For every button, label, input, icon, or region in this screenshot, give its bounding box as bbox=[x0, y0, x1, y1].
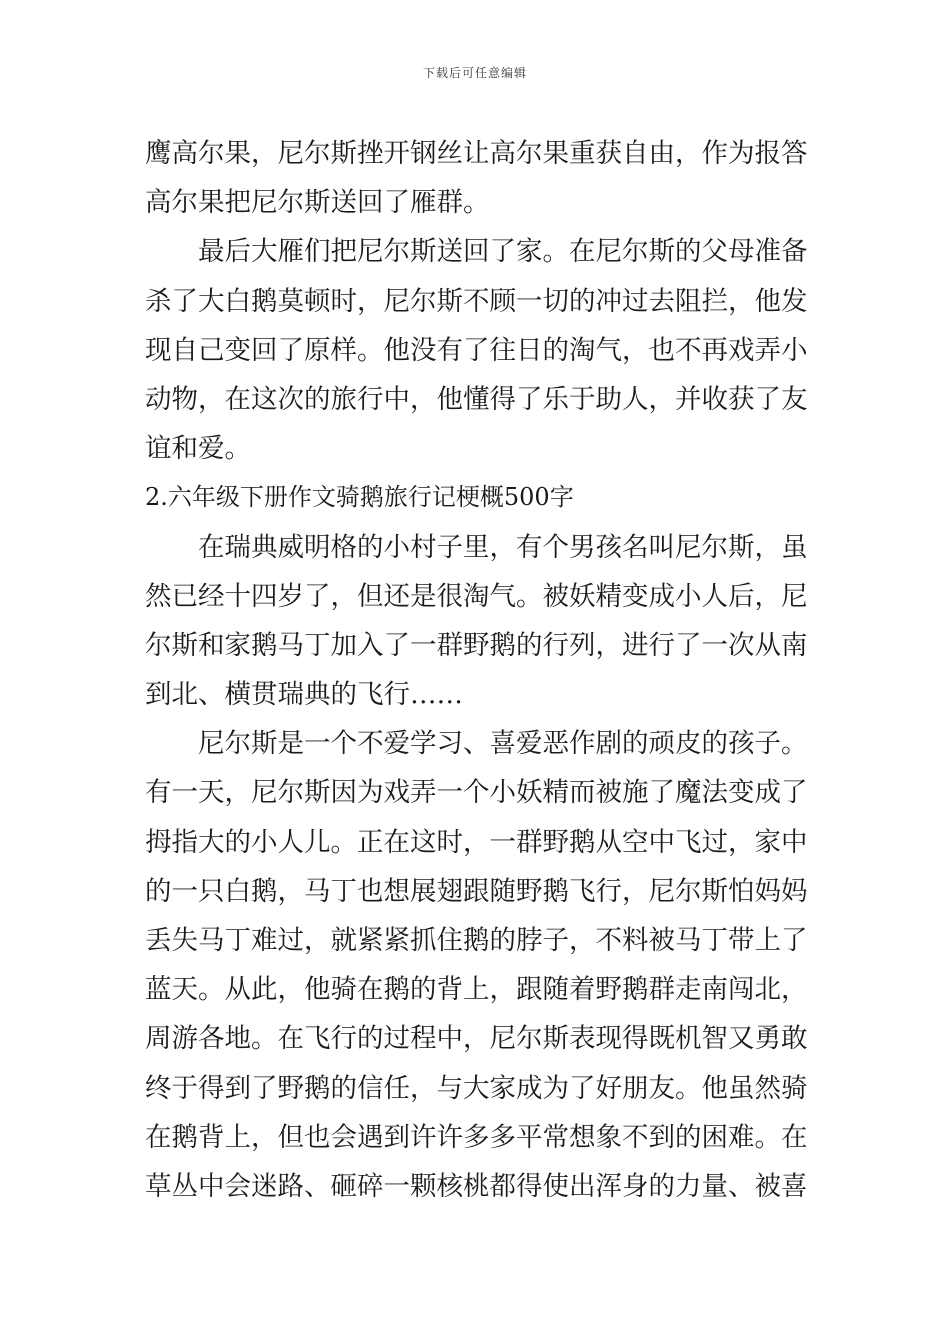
section-heading: 2.六年级下册作文骑鹅旅行记梗概500字 bbox=[145, 483, 574, 512]
text-line: 最后大雁们把尼尔斯送回了家。在尼尔斯的父母准备 bbox=[198, 236, 808, 268]
text-line: 高尔果把尼尔斯送回了雁群。 bbox=[145, 187, 490, 219]
text-line: 然已经十四岁了，但还是很淘气。被妖精变成小人后，尼 bbox=[145, 580, 808, 612]
text-line: 在瑞典威明格的小村子里，有个男孩名叫尼尔斯，虽 bbox=[198, 531, 808, 563]
text-line: 在鹅背上，但也会遇到许许多多平常想象不到的困难。在 bbox=[145, 1121, 808, 1153]
text-line: 周游各地。在飞行的过程中，尼尔斯表现得既机智又勇敢 bbox=[145, 1023, 808, 1055]
text-line: 有一天，尼尔斯因为戏弄一个小妖精而被施了魔法变成了 bbox=[145, 777, 808, 809]
text-line: 杀了大白鹅莫顿时，尼尔斯不顾一切的冲过去阻拦，他发 bbox=[145, 285, 808, 317]
text-line: 到北、横贯瑞典的飞行…… bbox=[145, 679, 463, 711]
text-line: 拇指大的小人儿。正在这时，一群野鹅从空中飞过，家中 bbox=[145, 826, 808, 858]
text-line: 谊和爱。 bbox=[145, 433, 251, 465]
text-line: 尼尔斯是一个不爱学习、喜爱恶作剧的顽皮的孩子。 bbox=[198, 728, 808, 760]
text-line: 动物，在这次的旅行中，他懂得了乐于助人，并收获了友 bbox=[145, 383, 808, 415]
text-line: 草丛中会迷路、砸碎一颗核桃都得使出浑身的力量、被喜 bbox=[145, 1170, 808, 1202]
text-line: 蓝天。从此，他骑在鹅的背上，跟随着野鹅群走南闯北， bbox=[145, 974, 808, 1006]
text-line: 尔斯和家鹅马丁加入了一群野鹅的行列，进行了一次从南 bbox=[145, 629, 808, 661]
text-line: 现自己变回了原样。他没有了往日的淘气，也不再戏弄小 bbox=[145, 334, 808, 366]
text-line: 丢失马丁难过，就紧紧抓住鹅的脖子，不料被马丁带上了 bbox=[145, 925, 808, 956]
page-header: 下载后可任意编辑 bbox=[422, 66, 527, 80]
document-body bbox=[145, 129, 809, 1211]
text-line: 鹰高尔果，尼尔斯挫开钢丝让高尔果重获自由，作为报答 bbox=[145, 138, 808, 169]
text-line: 终于得到了野鹅的信任，与大家成为了好朋友。他虽然骑 bbox=[145, 1072, 808, 1104]
text-line: 的一只白鹅，马丁也想展翅跟随野鹅飞行，尼尔斯怕妈妈 bbox=[145, 875, 808, 907]
